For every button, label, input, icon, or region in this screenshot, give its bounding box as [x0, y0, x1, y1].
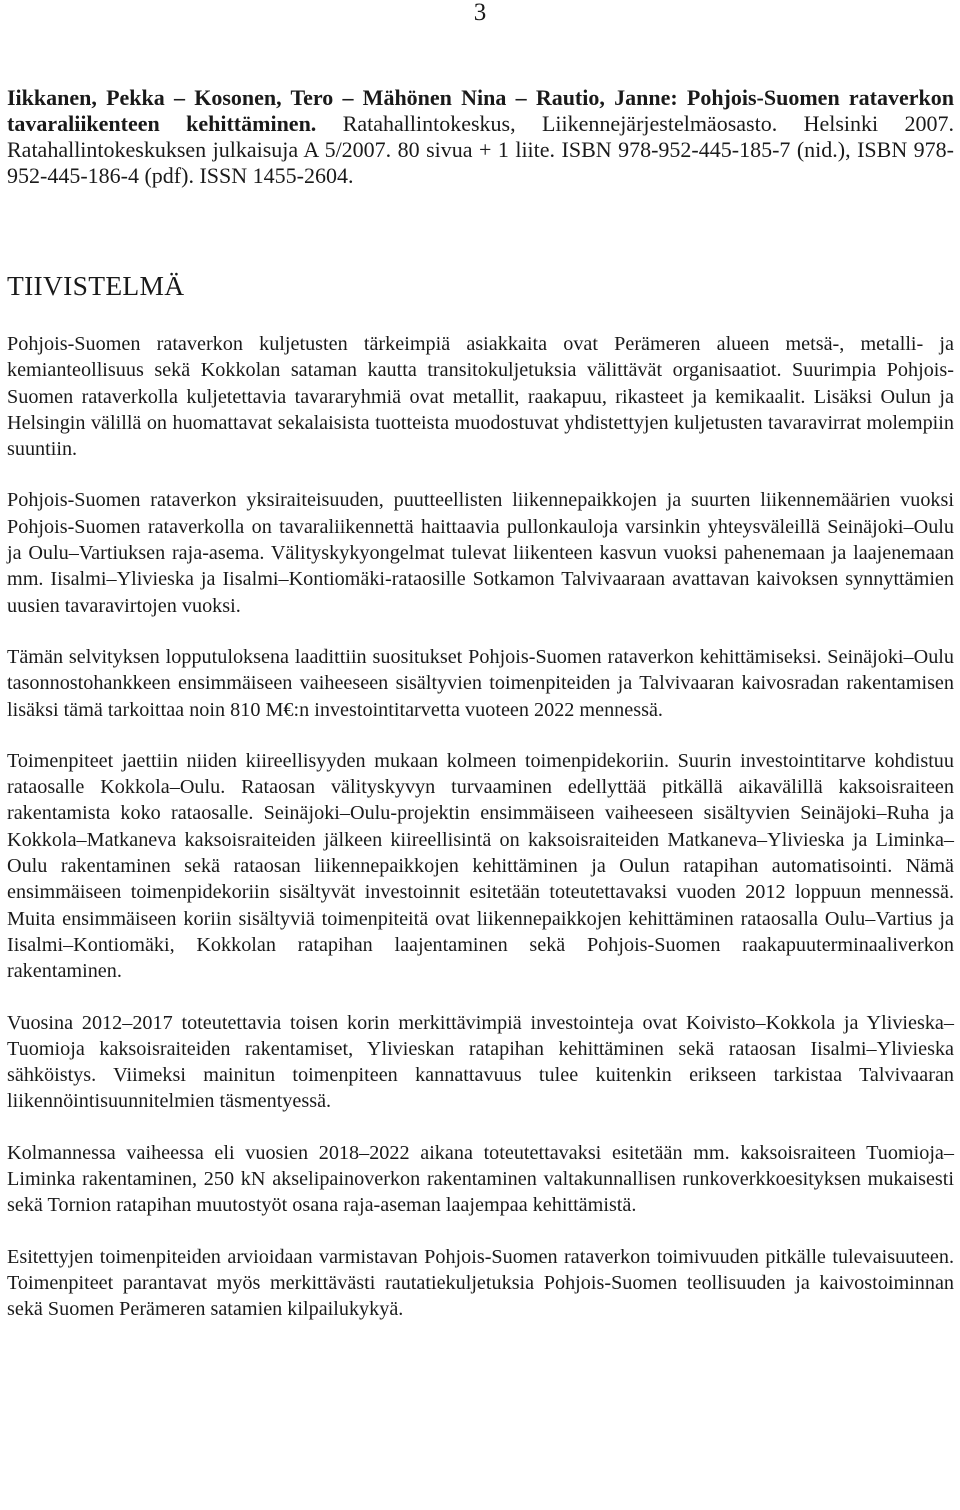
page-number: 3	[473, 0, 487, 26]
abstract-paragraph: Pohjois-Suomen rataverkon yksiraiteisuuden, puutteellisten liikennepaikkojen ja suurten liikennemäärien vuoksi Pohjois-Suomen rataverkolla on tavaraliikennettä haittaavia pullonkauloja varsinkin yhteysväleillä Seinäjoki–Oulu ja Oulu–Vartiuksen raja-asema. Välityskykyongelmat tulevat liikenteen kasvun vuoksi pahenemaan ja laajenemaan mm. Iisalmi–Ylivieska ja Iisalmi–Kontiomäki-rataosille Sotkamon Talvivaaraan avattavan kaivoksen synnyttämien uusien tavaravirtojen vuoksi.	[7, 489, 954, 617]
abstract-paragraph: Tämän selvityksen lopputuloksena laadittiin suositukset Pohjois-Suomen rataverkon kehittämiseksi. Seinäjoki–Oulu tasonnostohankkeen ensimmäiseen vaiheeseen sisältyvien toimenpiteiden ja Talvivaaran kaivosradan rakentamisen lisäksi tämä tarkoittaa noin 810 M€:n investointitarvetta vuoteen 2022 mennessä.	[7, 645, 954, 721]
abstract-paragraph: Kolmannessa vaiheessa eli vuosien 2018–2022 aikana toteutettavaksi esitetään mm. kaksoisraiteen Tuomioja–Liminka rakentaminen, 250 kN akselipainoverkon rakentaminen valtakunnallisen runkoverkkoesityksen mukaisesti sekä Tornion ratapihan muutostyöt osana raja-aseman laajempaa kehittämistä.	[7, 1141, 954, 1217]
bibliographic-citation	[7, 85, 954, 189]
abstract-paragraph: Esitettyjen toimenpiteiden arvioidaan varmistavan Pohjois-Suomen rataverkon toimivuuden pitkälle tulevaisuuteen. Toimenpiteet parantavat myös merkittävästi rautatiekuljetuksia Pohjois-Suomen teollisuuden ja kaivostoiminnan sekä Suomen Perämeren satamien kilpailukykyä.	[7, 1245, 954, 1321]
abstract-paragraph: Toimenpiteet jaettiin niiden kiireellisyyden mukaan kolmeen toimenpidekoriin. Suurin investointitarve kohdistuu rataosalle Kokkola–Oulu. Rataosan välityskyvyn turvaaminen edellyttää pitkällä aikavälillä kaksoisraiteen rakentamista koko rataosalle. Seinäjoki–Oulu-projektin ensimmäiseen vaiheeseen sisältyvien Seinäjoki–Ruha ja Kokkola–Matkaneva kaksoisraiteiden jälkeen kiireellisintä on kaksoisraiteiden Matkaneva–Ylivieska ja Liminka–Oulu rakentaminen sekä rataosan liikennepaikkojen kehittäminen ja Oulun ratapihan automatisointi. Nämä ensimmäiseen toimenpidekoriin sisältyvät investoinnit esitetään toteutettavaksi vuoden 2012 loppuun mennessä. Muita ensimmäiseen koriin sisältyviä toimenpiteitä ovat liikennepaikkojen kehittäminen rataosalla Oulu–Vartius ja Iisalmi–Kontiomäki, Kokkolan ratapihan laajentaminen sekä Pohjois-Suomen raakapuuterminaaliverkon rakentaminen.	[7, 749, 954, 983]
abstract-paragraph: Pohjois-Suomen rataverkon kuljetusten tärkeimpiä asiakkaita ovat Perämeren alueen metsä-, metalli- ja kemianteollisuus sekä Kokkolan sataman kautta transitokuljetuksia välittävät organisaatiot. Suurimpia Pohjois-Suomen rataverkolla kuljetettavia tavararyhmiä ovat metallit, raakapuu, rikasteet ja kemikaalit. Lisäksi Oulun ja Helsingin välillä on huomattavat sekalaisista tuotteista muodostuvat yhdistettyjen kuljetusten tavaravirrat molempiin suuntiin.	[7, 333, 954, 461]
citation-authors-title: Iikkanen, Pekka – Kosonen, Tero – Mähönen Nina – Rautio, Janne: Pohjois-Suomen rataverkon tavaraliikenteen kehittäminen.	[7, 85, 954, 136]
citation-details: Ratahallintokeskus, Liikennejärjestelmäosasto. Helsinki 2007. Ratahallintokeskuksen julkaisuja A 5/2007. 80 sivua + 1 liite. ISBN 978-952-445-185-7 (nid.), ISBN 978-952-445-186-4 (pdf). ISSN 1455-2604.	[7, 111, 955, 188]
abstract-body	[7, 331, 954, 1323]
abstract-paragraph: Vuosina 2012–2017 toteutettavia toisen korin merkittävimpiä investointeja ovat Koivisto–Kokkola ja Ylivieska–Tuomioja kaksoisraiteiden rakentamiset, Ylivieskan ratapihan kehittäminen sekä rataosan Iisalmi–Ylivieska sähköistys. Viimeksi mainitun toimenpiteen kannattavuus tulee kuitenkin erikseen tarkistaa Talvivaaran liikennöintisuunnitelmien täsmentyessä.	[7, 1011, 954, 1113]
abstract-heading: TIIVISTELMÄ	[7, 270, 185, 301]
document-body	[7, 85, 954, 1323]
